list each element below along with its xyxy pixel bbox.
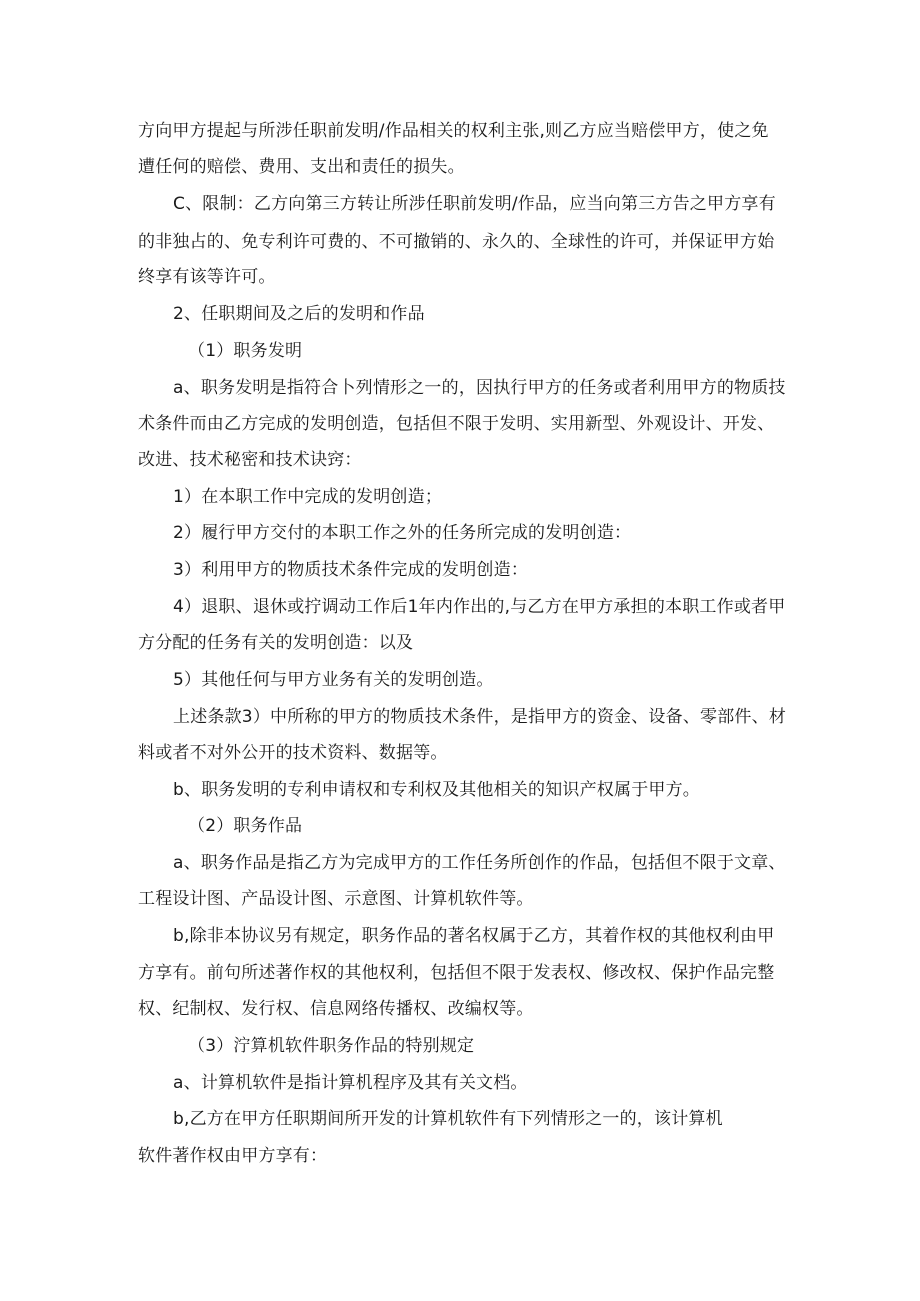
paragraph-line: b,除非本协议另有规定，职务作品的著名权属于乙方，其着作权的其他权利由甲 xyxy=(173,926,775,946)
paragraph-line: a、职务发明是指符合卜列情形之一的，因执行甲方的任务或者利用甲方的物质技 xyxy=(173,378,786,398)
paragraph-line: 的非独占的、免专利许可费的、不可撤销的、永久的、全球性的许可，并保证甲方始 xyxy=(138,232,775,252)
paragraph-line: 方分配的任务有关的发明创造：以及 xyxy=(138,633,414,653)
subsection-heading: （2）职务作品 xyxy=(188,816,303,836)
paragraph-line: 终享有该等许可。 xyxy=(138,267,276,287)
paragraph-line: 工程设计图、产品设计图、示意图、计算机软件等。 xyxy=(138,889,534,909)
list-item: 4）退职、退休或拧调动工作后1年内作出的,与乙方在甲方承担的本职工作或者甲 xyxy=(173,597,786,617)
paragraph-line: 方向甲方提起与所涉任职前发明/作品相关的权利主张,则乙方应当赔偿甲方，使之免 xyxy=(138,121,769,141)
list-item: 5）其他任何与甲方业务有关的发明创造。 xyxy=(173,670,494,690)
paragraph-line: b、职务发明的专利申请权和专利权及其他相关的知识产权属于甲方。 xyxy=(173,780,700,800)
paragraph-line: 术条件而由乙方完成的发明创造，包括但不限于发明、实用新型、外观设计、开发、 xyxy=(138,414,775,434)
paragraph-line: 料或者不对外公开的技术资料、数据等。 xyxy=(138,743,448,763)
list-item: 1）在本职工作中完成的发明创造； xyxy=(173,487,443,507)
subsection-heading: （3）泞算机软件职务作品的特别规定 xyxy=(188,1036,475,1056)
paragraph-line: a、职务作品是指乙方为完成甲方的工作任务所创作的作品，包括但不限于文章、 xyxy=(173,853,786,873)
paragraph-line: 方享有。前句所述著作权的其他权利，包括但不限于发表权、修改权、保护作品完整 xyxy=(138,963,775,983)
paragraph-line: b,乙方在甲方任职期间所开发的计算机软件有下列情形之一的，该计算机 xyxy=(173,1109,723,1129)
paragraph-line: 上述条款3）中所称的甲方的物质技术条件，是指甲方的资金、设备、零部件、材 xyxy=(173,707,787,727)
section-heading: 2、任职期间及之后的发明和作品 xyxy=(173,304,425,324)
paragraph-line: 权、纪制权、发行权、信息网络传播权、改编权等。 xyxy=(138,999,534,1019)
paragraph-line: 改进、技术秘密和技术诀窍： xyxy=(138,450,362,470)
paragraph-line: C、限制：乙方向第三方转让所涉任职前发明/作品，应当向第三方告之甲方享有 xyxy=(173,194,776,214)
list-item: 3）利用甲方的物质技术条件完成的发明创造： xyxy=(173,560,529,580)
paragraph-line: a、计算机软件是指计算机程序及其有关文档。 xyxy=(173,1073,528,1093)
paragraph-line: 遭任何的赔偿、费用、支出和责任的损失。 xyxy=(138,157,465,177)
list-item: 2）履行甲方交付的本职工作之外的任务所完成的发明创造： xyxy=(173,523,632,543)
subsection-heading: （1）职务发明 xyxy=(188,341,303,361)
paragraph-line: 软件著作权由甲方享有： xyxy=(138,1146,328,1166)
